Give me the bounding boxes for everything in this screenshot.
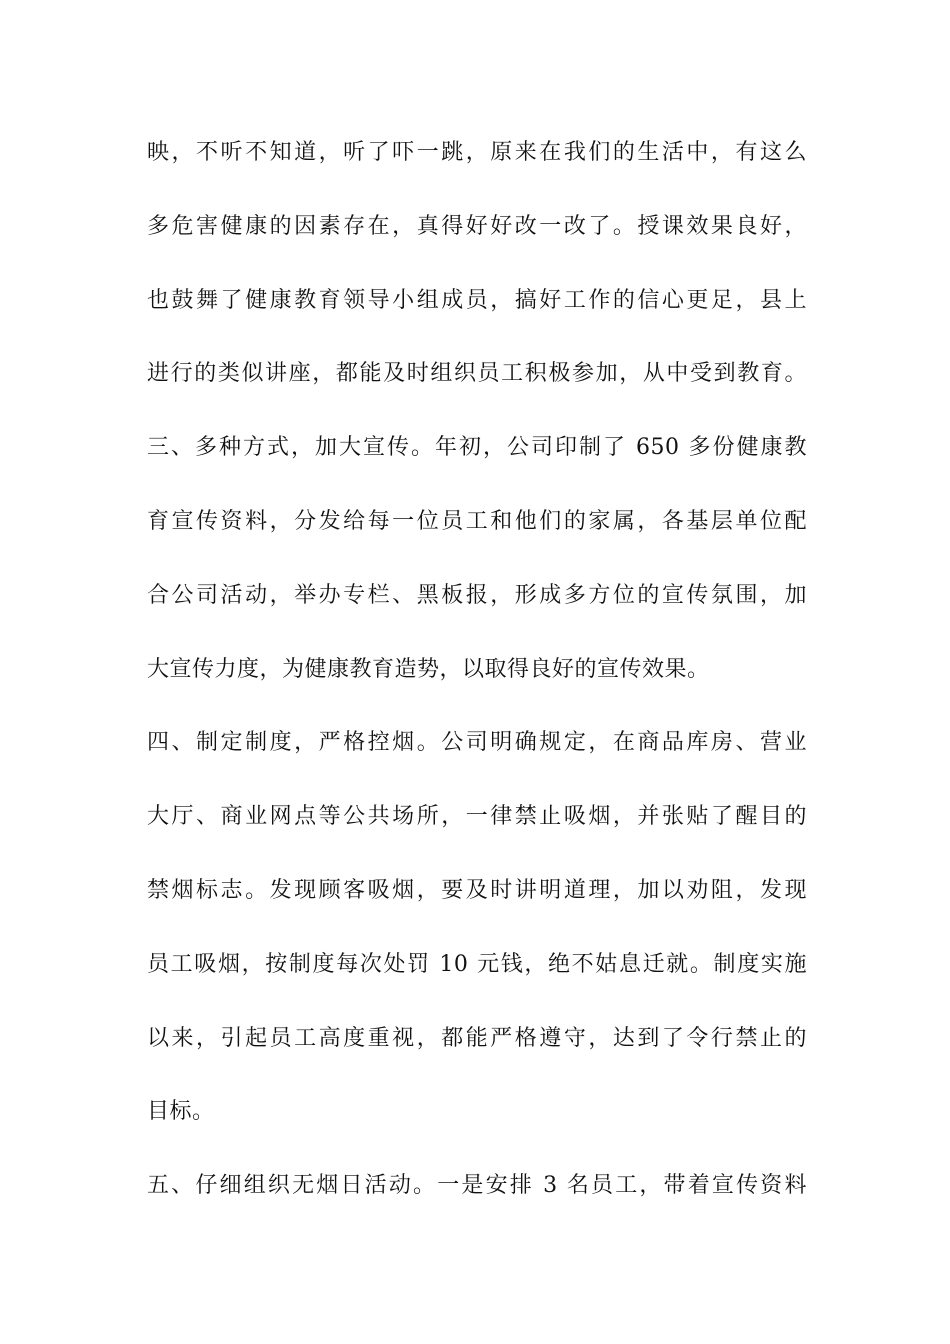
text-line: 五、仔细组织无烟日活动。一是安排 3 名员工，带着宣传资料: [147, 1173, 807, 1199]
text-line: 映，不听不知道，听了吓一跳，原来在我们的生活中，有这么: [147, 140, 807, 165]
text-line: 禁烟标志。发现顾客吸烟，要及时讲明道理，加以劝阻，发现: [147, 877, 807, 903]
text-line: 合公司活动，举办专栏、黑板报，形成多方位的宣传氛围，加: [147, 582, 807, 608]
text-line: 以来，引起员工高度重视，都能严格遵守，达到了令行禁止的: [147, 1025, 807, 1051]
text-line: 也鼓舞了健康教育领导小组成员，搞好工作的信心更足，县上: [147, 287, 807, 313]
document-body: [147, 128, 807, 1235]
text-line: 进行的类似讲座，都能及时组织员工积极参加，从中受到教育。: [147, 361, 807, 387]
text-line: 员工吸烟，按制度每次处罚 10 元钱，绝不姑息迁就。制度实施: [147, 951, 807, 977]
text-line: 四、制定制度，严格控烟。公司明确规定，在商品库房、营业: [147, 730, 807, 756]
text-line: 多危害健康的因素存在，真得好好改一改了。授课效果良好，: [147, 213, 807, 239]
text-line: 目标。: [147, 1099, 215, 1125]
text-line: 三、多种方式，加大宣传。年初，公司印制了 650 多份健康教: [147, 435, 807, 461]
text-line: 大厅、商业网点等公共场所，一律禁止吸烟，并张贴了醒目的: [147, 804, 807, 830]
text-line: 育宣传资料，分发给每一位员工和他们的家属，各基层单位配: [147, 508, 807, 534]
text-line: 大宣传力度，为健康教育造势，以取得良好的宣传效果。: [147, 656, 710, 682]
